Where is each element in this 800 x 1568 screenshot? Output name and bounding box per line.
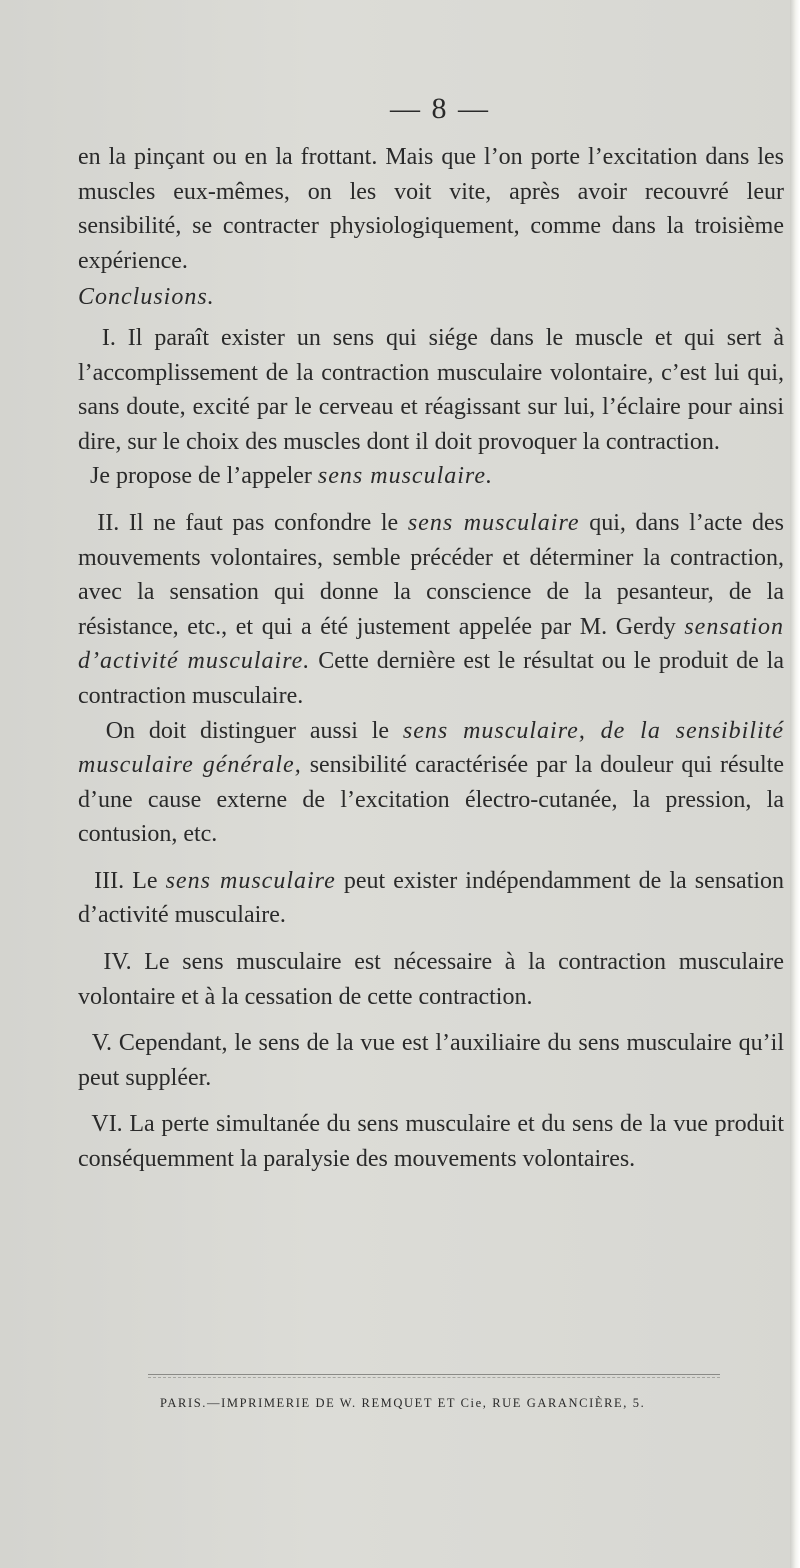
conclusion-2-text-b: qui, dans l’acte des mouvements volontaires, semble précéder et déterminer la contraction, avec la sensation qui donne la conscience de la pesanteur, de la résistance, etc., et qui a été justement appelée par M. Gerdy bbox=[78, 509, 784, 640]
section-heading: Conclusions. bbox=[78, 284, 215, 311]
conclusion-1-text: Il paraît exister un sens qui siége dans le muscle et qui sert à l’accomplissement de la contraction musculaire volontaire, c’est lui qui, sans doute, excité par le cerveau et réagissant sur lui, l’éclaire pour ainsi dire, sur le choix des muscles dont il doit provoquer la contraction. bbox=[78, 324, 785, 455]
conclusion-3-text-b: peut exister indépendamment de la sensation d’activité musculaire. bbox=[78, 867, 785, 929]
conclusion-6 bbox=[78, 1107, 784, 1176]
conclusion-2-term-1: sens musculaire bbox=[407, 509, 580, 536]
conclusion-4-number: IV. bbox=[103, 949, 132, 976]
footer-rule-dashed bbox=[148, 1377, 720, 1378]
conclusion-6-text: La perte simultanée du sens musculaire et du sens de la vue produit conséquemment la paralysie des mouvements volontaires. bbox=[78, 1111, 785, 1173]
body-text bbox=[78, 140, 784, 1177]
conclusion-3-term: sens musculaire bbox=[165, 867, 336, 894]
conclusion-6-number: VI. bbox=[91, 1111, 123, 1138]
intro-paragraph: en la pinçant ou en la frottant. Mais que l’on porte l’excitation dans les muscles eux-mêmes, on les voit vite, après avoir recouvré leur sensibilité, se contracter physiologiquement, comme dans la troisième expérience. bbox=[78, 144, 784, 274]
distinction-text-a: On doit distinguer aussi le bbox=[105, 717, 390, 744]
conclusion-2-number: II. bbox=[97, 509, 120, 536]
conclusion-3-number: III. bbox=[94, 867, 125, 894]
conclusion-2-distinction bbox=[78, 714, 784, 852]
conclusion-5-text: Cependant, le sens de la vue est l’auxiliaire du sens musculaire qu’il peut suppléer. bbox=[78, 1030, 785, 1091]
conclusion-1-number: I. bbox=[101, 324, 116, 351]
footer-rule bbox=[148, 1374, 720, 1375]
conclusion-4-text: Le sens musculaire est nécessaire à la contraction musculaire volontaire et à la cessation de cette contraction. bbox=[78, 949, 785, 1010]
conclusion-2-term-2: sensation d’activité musculaire. bbox=[78, 613, 785, 675]
conclusion-3-text-a: Le bbox=[132, 867, 158, 894]
conclusion-2-text-a: Il ne faut pas confondre le bbox=[128, 509, 399, 536]
conclusion-1 bbox=[78, 321, 784, 459]
conclusion-5-number: V. bbox=[91, 1030, 112, 1057]
conclusion-1-proposal bbox=[78, 459, 784, 494]
conclusion-5 bbox=[78, 1026, 784, 1095]
distinction-term: sens musculaire, de la sensibilité musculaire générale, bbox=[78, 717, 784, 779]
printer-imprint: PARIS.—IMPRIMERIE DE W. REMQUET ET Cie, RUE GARANCIÈRE, 5. bbox=[160, 1396, 646, 1410]
page-number: — 8 — bbox=[390, 92, 490, 125]
proposal-term: sens musculaire. bbox=[317, 463, 493, 490]
conclusion-4 bbox=[78, 945, 784, 1014]
conclusion-2 bbox=[78, 506, 784, 714]
distinction-text-b: sensibilité caractérisée par la douleur qui résulte d’une cause externe de l’excitation électro-cutanée, la pression, la contusion, etc. bbox=[78, 752, 785, 848]
proposal-text: Je propose de l’appeler bbox=[90, 463, 312, 490]
conclusion-3 bbox=[78, 864, 784, 933]
page-edge bbox=[790, 0, 800, 1568]
conclusion-2-text-c: Cette dernière est le résultat ou le produit de la contraction musculaire. bbox=[78, 648, 785, 709]
